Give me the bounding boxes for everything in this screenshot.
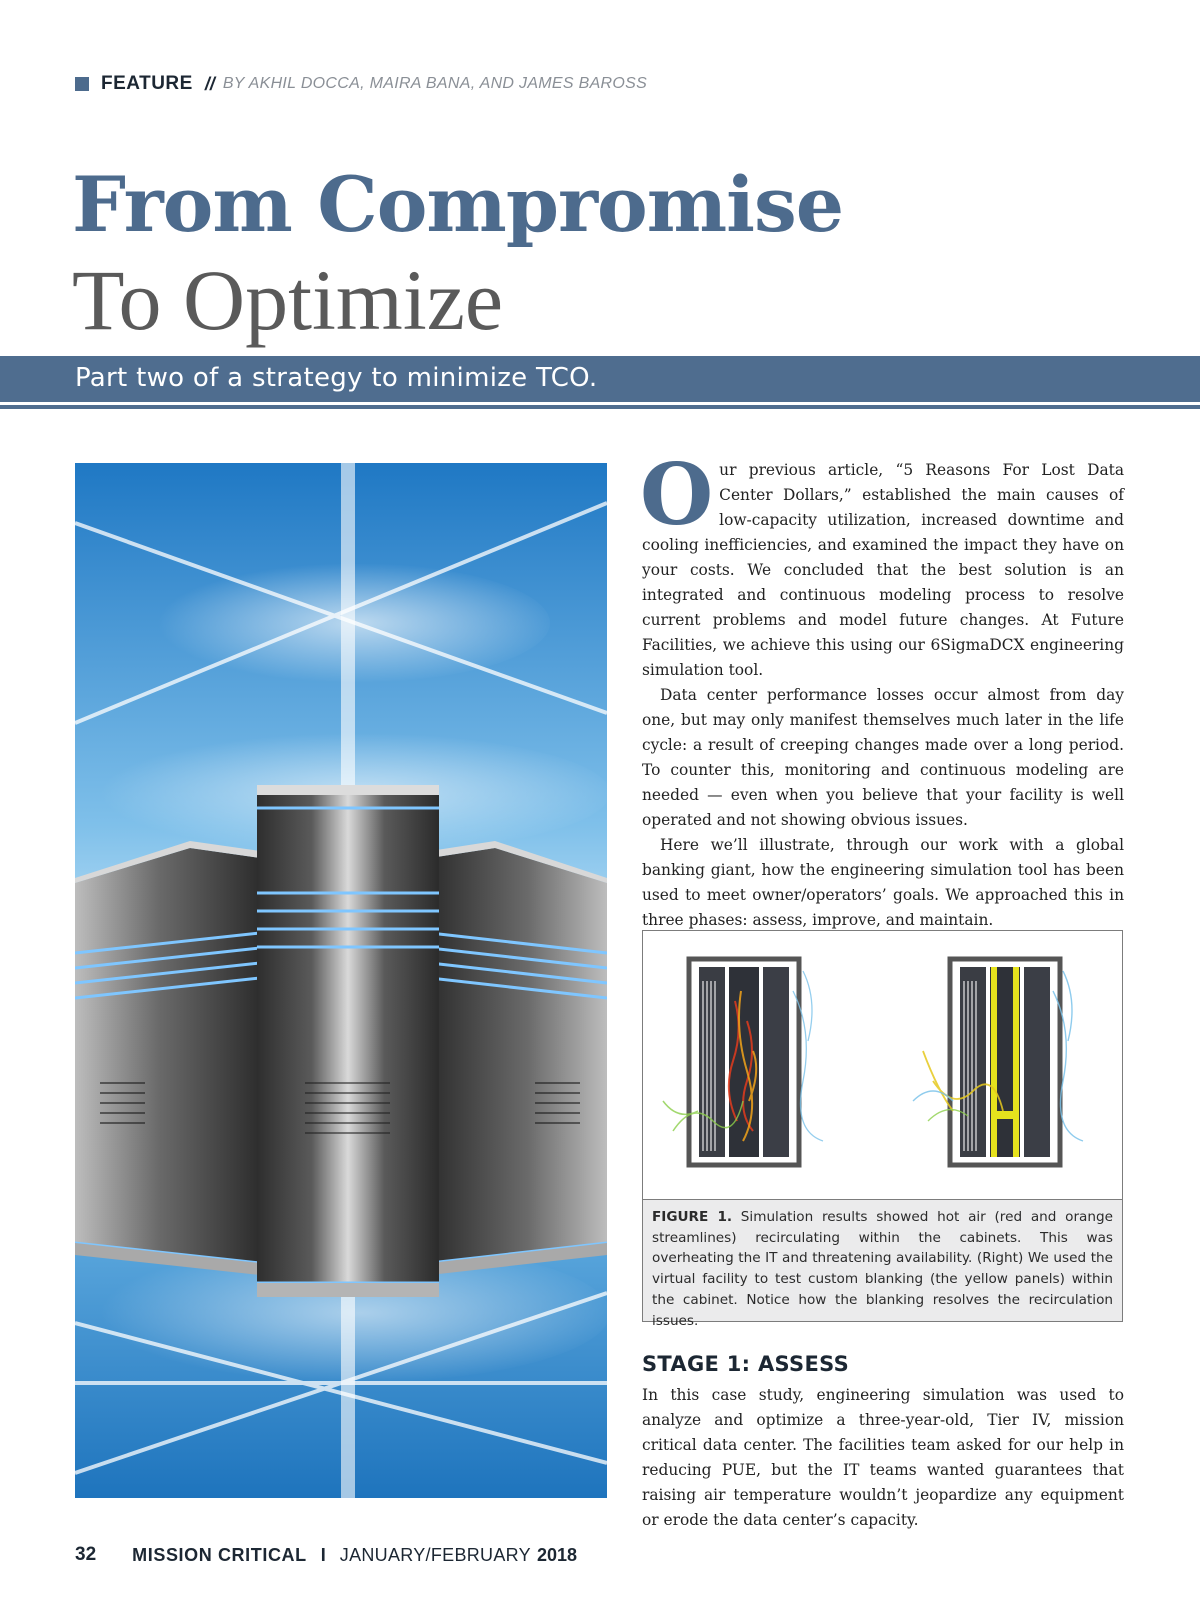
magazine-name: MISSION CRITICAL xyxy=(132,1544,307,1565)
figure-label: FIGURE 1. xyxy=(652,1209,733,1225)
paragraph-3: Here we’ll illustrate, through our work with a global banking giant, how the engineering simulation tool has been used to meet owner/operators’ goals. We approached this in three phases: assess, improve, and maintain. xyxy=(642,836,1124,929)
stage-1-paragraph: In this case study, engineering simulation was used to analyze and optimize a three-year-old, Tier IV, mission critical data center. The facilities team asked for our help in reducing PUE, but the IT teams wanted guarantees that raising air temperature wouldn’t jeopardize any equipment or erode the data center’s capacity. xyxy=(642,1386,1124,1529)
deck-rule xyxy=(0,405,1200,409)
section-label: FEATURE xyxy=(101,73,193,94)
footer-separator: I xyxy=(320,1544,326,1565)
article-kicker xyxy=(75,72,647,96)
issue-year: 2018 xyxy=(536,1544,577,1565)
figure-1-simulation-image xyxy=(643,931,1122,1199)
server-illustration xyxy=(75,463,607,1498)
drop-cap: O xyxy=(640,445,714,544)
kicker-separator: // xyxy=(204,73,215,94)
section-square-icon xyxy=(75,77,89,91)
paragraph-2: Data center performance losses occur almost from day one, but may only manifest themselves much later in the life cycle: a result of creeping changes made over a long period. To counter this, monitoring and continuous modeling are needed — even when you believe that your facility is well operated and not showing obvious issues. xyxy=(642,686,1124,829)
deck-bar xyxy=(0,356,1200,402)
paragraph-1 xyxy=(640,445,1124,683)
figure-1-caption xyxy=(643,1199,1122,1329)
deck-text: Part two of a strategy to minimize TCO. xyxy=(75,363,598,393)
headline-line-1: From Compromise xyxy=(72,160,844,249)
headline-line-2: To Optimize xyxy=(72,252,504,348)
stage-1-heading: STAGE 1: ASSESS xyxy=(642,1352,849,1376)
page-footer xyxy=(75,1544,577,1566)
figure-caption-text: Simulation results showed hot air (red and orange streamlines) recirculating within the cabinets. This was overheating the IT and threatening availability. (Right) We used the virtual facility to test custom blanking (the yellow panels) within the cabinet. Notice how the blanking resolves the recirculation issues. xyxy=(652,1209,1113,1329)
page-number: 32 xyxy=(75,1544,97,1565)
figure-1 xyxy=(642,930,1123,1329)
issue-date: JANUARY/FEBRUARY xyxy=(339,1544,531,1565)
byline: BY AKHIL DOCCA, MAIRA BANA, AND JAMES BAROSS xyxy=(222,75,648,92)
paragraph-1-text: ur previous article, “5 Reasons For Lost Data Center Dollars,” established the main causes of low-capacity utilization, increased downtime and cooling inefficiencies, and examined the impact they have on your costs. We concluded that the best solution is an integrated and continuous modeling process to resolve current problems and model future changes. At Future Facilities, we achieve this using our 6SigmaDCX engineering simulation tool. xyxy=(642,461,1124,679)
article-body xyxy=(640,445,1124,933)
stage-1-body xyxy=(642,1383,1124,1533)
rack-before xyxy=(663,959,823,1165)
